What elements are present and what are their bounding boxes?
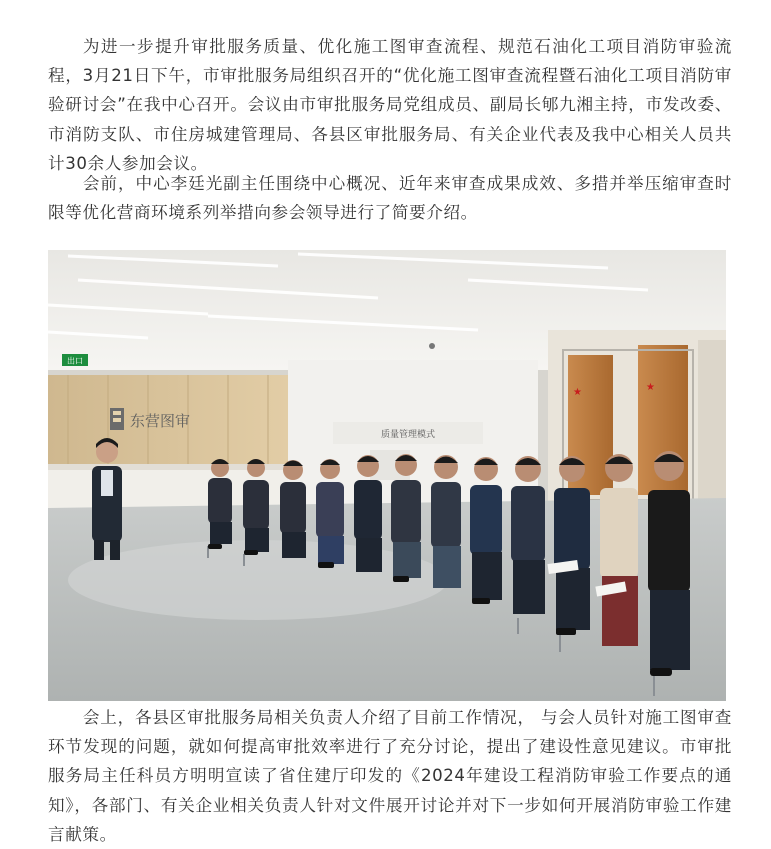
wall-logo-text: 东营图审	[130, 412, 191, 430]
wall-logo	[110, 408, 124, 430]
exit-sign-text: 出口	[67, 356, 83, 366]
paragraph-pre-meeting: 会前，中心李廷光副主任围绕中心概况、近年来审查成果成效、多措并举压缩审查时限等优化营商环境系列举措向参会领导进行了简要介绍。	[48, 174, 732, 223]
meeting-photo	[48, 250, 726, 701]
ceiling-spotlight	[429, 343, 435, 349]
wall-slogan: 质量管理模式	[380, 430, 436, 440]
svg-text:★: ★	[646, 382, 655, 393]
svg-text:★: ★	[573, 387, 582, 398]
paragraph-intro: 为进一步提升审批服务质量、优化施工图审查流程、规范石油化工项目消防审验流程，3月21日下午，市审批服务局组织召开的“优化施工图审查流程暨石油化工项目消防审验研讨会”在我中心召开。会议由市审批服务局党组成员、副局长郇九湘主持，市发改委、市消防支队、市住房城建管理局、各县区审批服务局、有关企业代表及我中心相关人员共计30余人参加会议。	[48, 37, 732, 173]
paragraph-meeting-discussion: 会上，各县区审批服务局相关负责人介绍了目前工作情况， 与会人员针对施工图审查环节发现的问题，就如何提高审批效率进行了充分讨论，提出了建设性意见建议。市审批服务局主任科员方明明宣读了省住建厅印发的《2024年建设工程消防审验工作要点的通知》，各部门、有关企业相关负责人针对文件展开讨论并对下一步如何开展消防审验工作建言献策。	[48, 708, 732, 844]
